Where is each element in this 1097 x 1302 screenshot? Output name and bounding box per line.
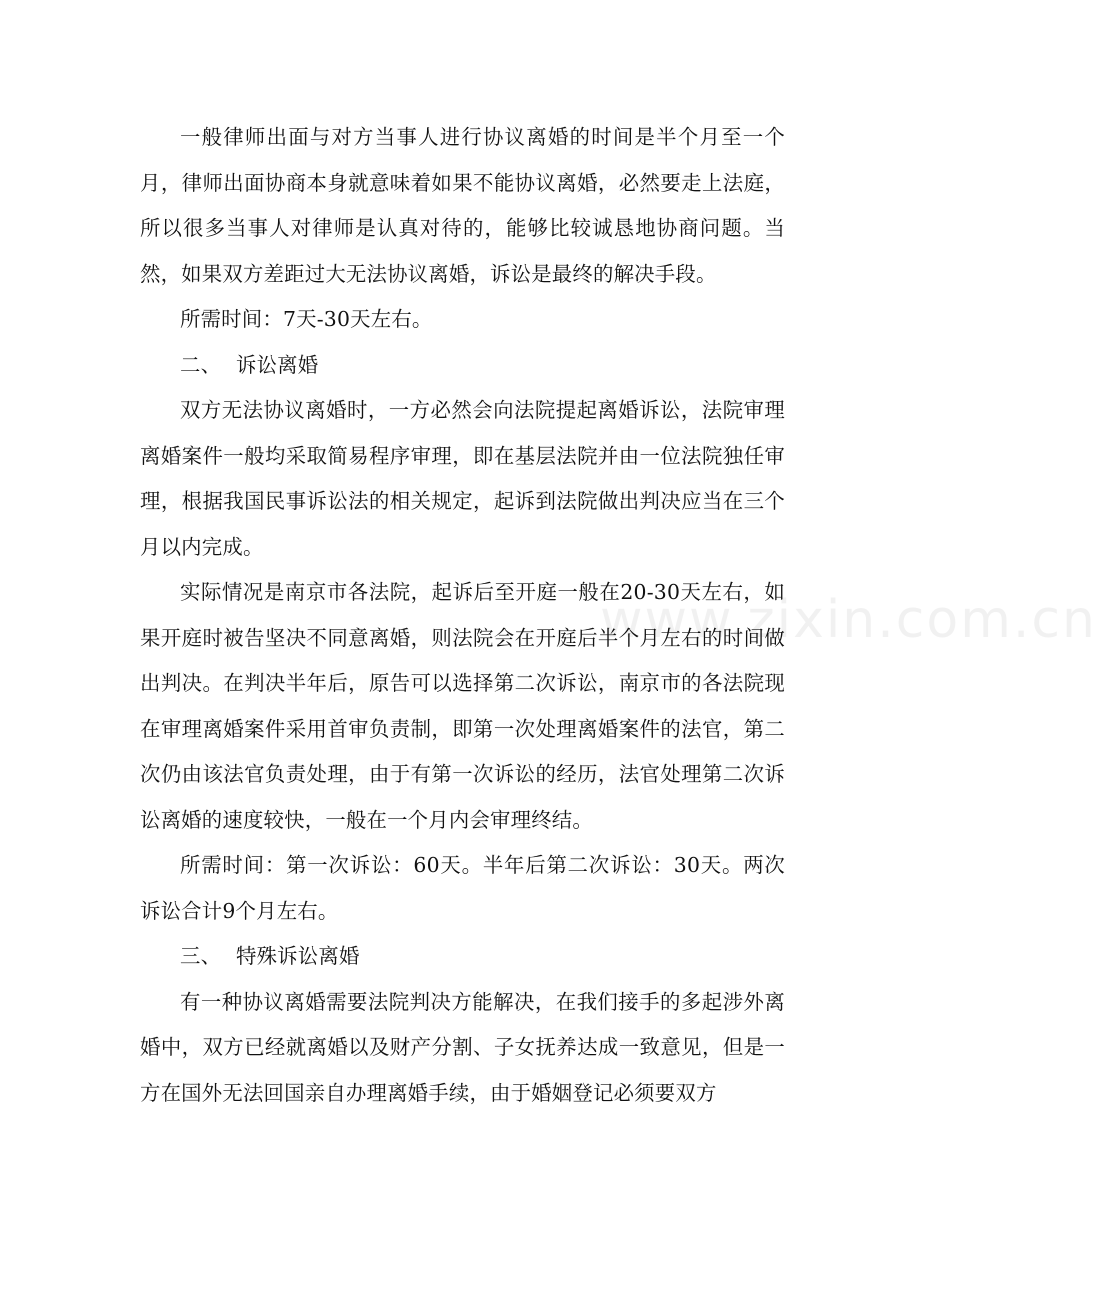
paragraph-litigation-procedure: 双方无法协议离婚时，一方必然会向法院提起离婚诉讼，法院审理离婚案件一般均采取简易程序审理，即在基层法院并由一位法院独任审理，根据我国民事诉讼法的相关规定，起诉到法院做出判决应当在三个月以内完成。 <box>140 398 785 559</box>
watermark: www.zixin.com.cn <box>600 590 1097 650</box>
paragraph-required-time-1: 所需时间：7天-30天左右。 <box>180 307 433 331</box>
paragraph-nanjing-practice: 实际情况是南京市各法院，起诉后至开庭一般在20-30天左右，如果开庭时被告坚决不同意离婚，则法院会在开庭后半个月左右的时间做出判决。在判决半年后，原告可以选择第二次诉讼，南京市的各法院现在审理离婚案件采用首审负责制，即第一次处理离婚案件的法官，第二次仍由该法官负责处理，由于有第一次诉讼的经历，法官处理第二次诉讼离婚的速度较快，一般在一个月内会审理终结。 <box>140 580 785 832</box>
section-title: 诉讼离婚 <box>236 352 319 377</box>
paragraph-foreign-divorce: 有一种协议离婚需要法院判决方能解决，在我们接手的多起涉外离婚中，双方已经就离婚以及财产分割、子女抚养达成一致意见，但是一方在国外无法回国亲自办理离婚手续，由于婚姻登记必须要双方 <box>140 989 785 1105</box>
paragraph-negotiation-time: 一般律师出面与对方当事人进行协议离婚的时间是半个月至一个月，律师出面协商本身就意味着如果不能协议离婚，必然要走上法庭，所以很多当事人对律师是认真对待的，能够比较诚恳地协商问题。当然，如果双方差距过大无法协议离婚，诉讼是最终的解决手段。 <box>140 125 785 286</box>
section-heading-litigation-divorce <box>140 343 785 389</box>
paragraph-required-time-2: 所需时间：第一次诉讼：60天。半年后第二次诉讼：30天。两次诉讼合计9个月左右。 <box>140 853 785 923</box>
section-number: 二、 <box>180 352 222 377</box>
section-heading-special-litigation <box>140 934 785 980</box>
document-body <box>140 115 785 1116</box>
section-title: 特殊诉讼离婚 <box>236 944 360 968</box>
section-number: 三、 <box>180 944 222 968</box>
